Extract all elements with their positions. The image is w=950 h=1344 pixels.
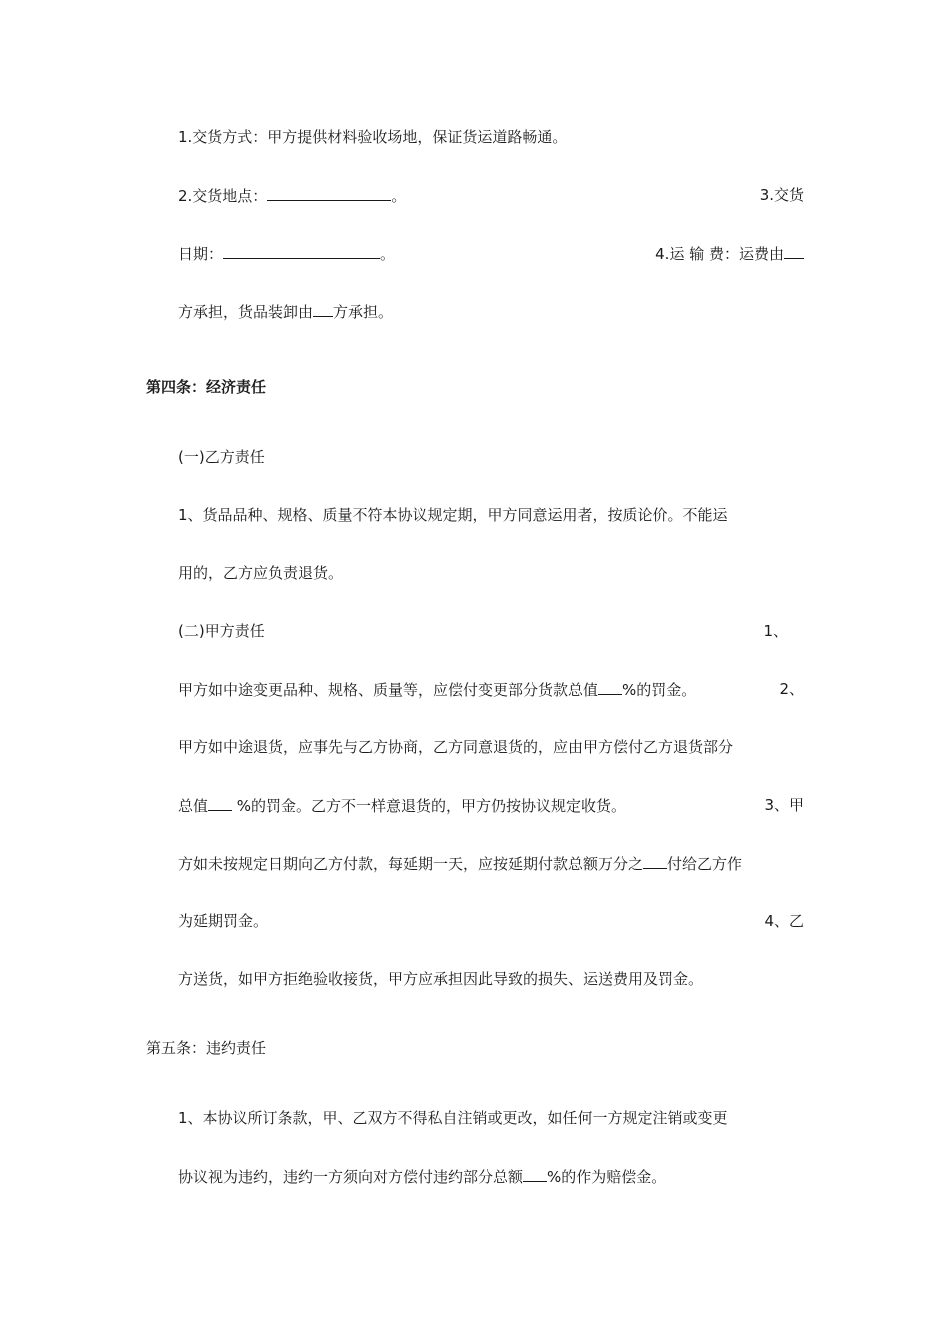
party-a-title-line (178, 619, 804, 643)
party-a-item1-b: %的罚金。 (622, 681, 697, 699)
article5-item1-blank (523, 1164, 547, 1182)
delivery-date-line (178, 241, 804, 265)
delivery-method-line (178, 125, 804, 149)
party-a-item3-number: 3、甲 (764, 796, 804, 814)
freight-label: 4.运 输 费：运费由 (655, 245, 784, 263)
freight-continuation-line (178, 299, 804, 323)
article5-item1-a: 1、本协议所订条款，甲、乙双方不得私自注销或更改，如任何一方规定注销或变更 (178, 1109, 728, 1127)
party-a-item3-cont-line (178, 909, 804, 933)
party-a-item1-line (178, 677, 804, 701)
party-b-item1-cont-line (178, 561, 804, 585)
delivery-date-label: 日期： (178, 245, 224, 263)
freight-cont-a: 方承担，货品装卸由 (178, 303, 314, 321)
party-a-item2-c: %的罚金。乙方不一样意退货的，甲方仍按协议规定收货。 (232, 797, 627, 815)
party-b-item1-b: 用的，乙方应负责退货。 (178, 564, 344, 582)
freight-cont-b: 方承担。 (333, 303, 394, 321)
party-a-item4-line (178, 967, 804, 991)
party-b-title: (一)乙方责任 (178, 448, 265, 466)
party-a-item2-line (178, 735, 804, 759)
party-a-item2-cont-line (178, 793, 804, 817)
delivery-place-end: 。 (391, 187, 407, 205)
party-b-title-line (178, 445, 804, 469)
party-a-item3-c: 为延期罚金。 (178, 912, 269, 930)
party-a-item3-blank (643, 851, 667, 869)
party-a-title: (二)甲方责任 (178, 622, 265, 640)
party-a-item4: 方送货，如甲方拒绝验收接货，甲方应承担因此导致的损失、运送费用及罚金。 (178, 970, 704, 988)
party-a-item3-a: 方如未按规定日期向乙方付款，每延期一天，应按延期付款总额万分之 (178, 855, 644, 873)
article5-heading: 第五条：违约责任 (146, 1039, 267, 1057)
article4-heading: 第四条：经济责任 (146, 378, 267, 396)
party-a-item1-a: 甲方如中途变更品种、规格、质量等，应偿付变更部分货款总值 (178, 681, 599, 699)
loading-party-blank (313, 299, 333, 317)
delivery-place-line (178, 183, 804, 207)
delivery-place-label: 2.交货地点： (178, 187, 268, 205)
party-a-item2-blank (208, 793, 232, 811)
party-b-item1-a: 1、货品品种、规格、质量不符本协议规定期，甲方同意运用者，按质论价。不能运 (178, 506, 728, 524)
article5-item1-b: 协议视为违约，违约一方须向对方偿付违约部分总额 (178, 1168, 524, 1186)
party-a-item2-number: 2、 (779, 680, 804, 698)
delivery-method-text: 1.交货方式：甲方提供材料验收场地，保证货运道路畅通。 (178, 128, 568, 146)
party-b-item1-line (178, 503, 804, 527)
party-a-item3-line (178, 851, 804, 875)
party-a-item1-number: 1、 (763, 622, 788, 640)
delivery-date-blank (223, 241, 380, 259)
party-a-item1-blank (598, 677, 622, 695)
party-a-item2-a: 甲方如中途退货，应事先与乙方协商，乙方同意退货的，应由甲方偿付乙方退货部分 (178, 738, 734, 756)
delivery-date-number: 3.交货 (759, 186, 804, 204)
delivery-date-end: 。 (380, 245, 396, 263)
article5-item1-c: %的作为赔偿金。 (547, 1168, 667, 1186)
freight-label-group (655, 241, 804, 266)
article5-item1-line (178, 1106, 804, 1130)
party-a-item2-b: 总值 (178, 797, 209, 815)
party-a-item3-b: 付给乙方作 (667, 855, 743, 873)
freight-party-blank (784, 241, 804, 259)
delivery-place-blank (267, 183, 391, 201)
party-a-item4-number: 4、乙 (764, 912, 804, 930)
article5-item1-cont-line (178, 1164, 804, 1188)
